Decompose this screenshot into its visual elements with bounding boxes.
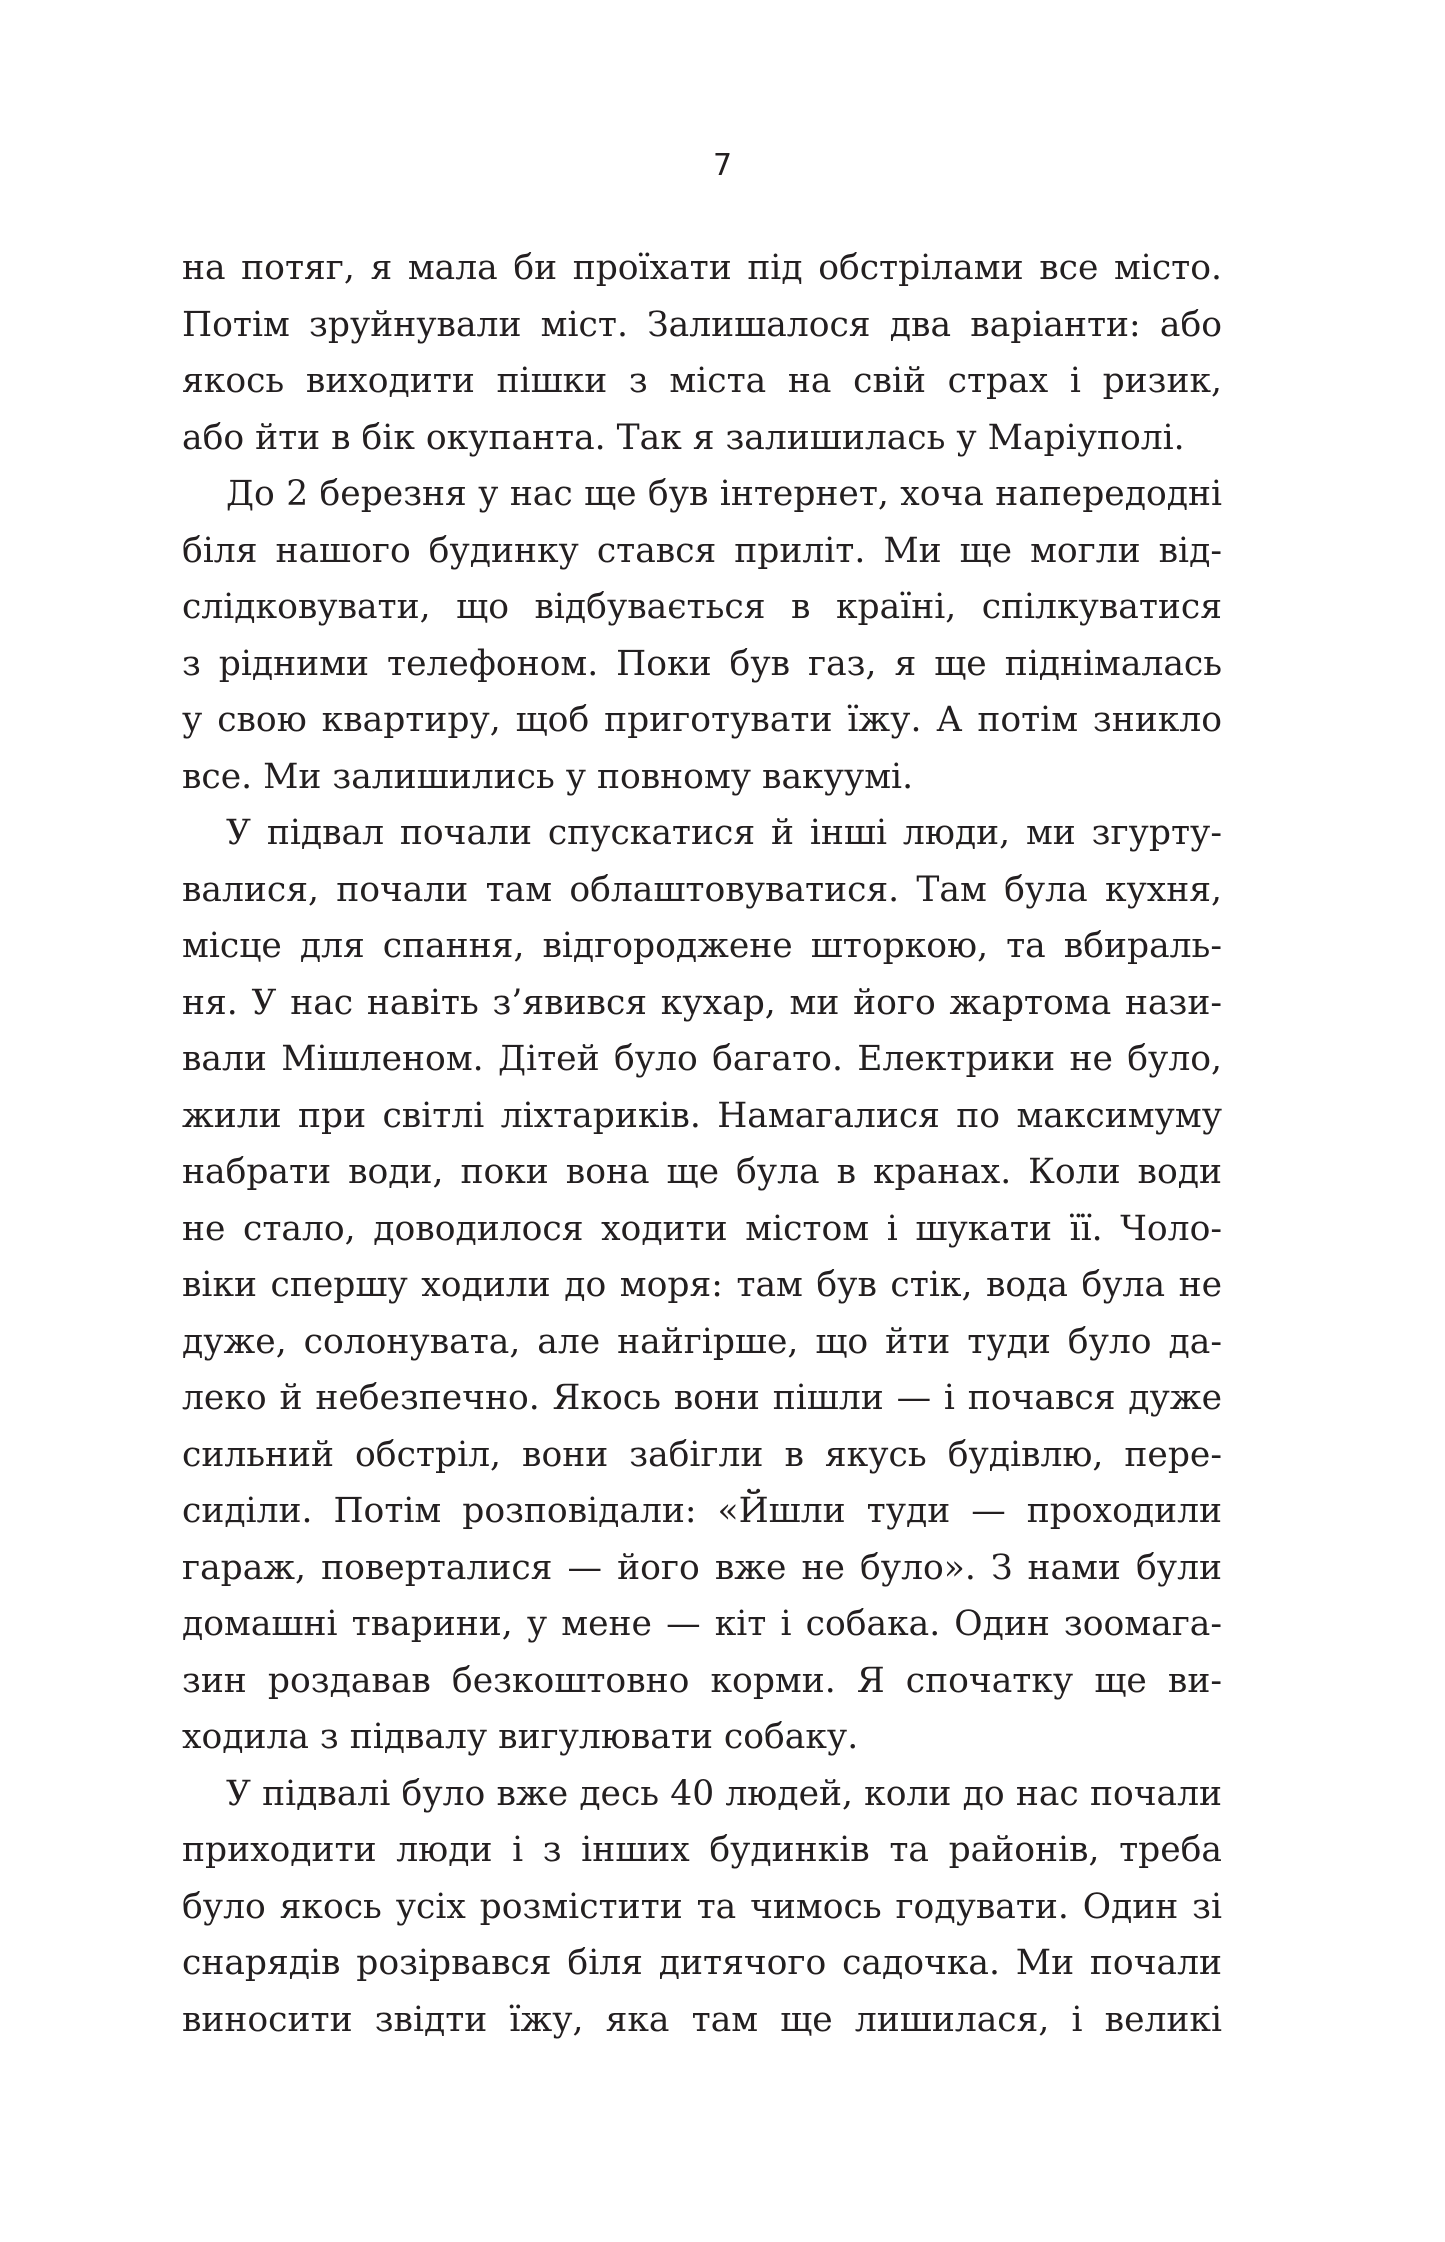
paragraph xyxy=(182,466,1222,805)
text-line: До 2 березня у нас ще був інтернет, хоча напередодні xyxy=(226,474,1222,514)
text-line: віки спершу ходили до моря: там був стік, вода була не xyxy=(182,1265,1222,1305)
text-line: біля нашого будинку стався приліт. Ми ще могли від- xyxy=(182,530,1222,571)
paragraph xyxy=(182,1766,1222,2049)
text-line: Потім зруйнували міст. Залишалося два варіанти: або xyxy=(182,304,1222,345)
text-line: з рідними телефоном. Поки був газ, я ще піднімалась xyxy=(182,643,1222,684)
text-line: леко й небезпечно. Якось вони пішли — і почався дуже xyxy=(182,1378,1222,1418)
text-line: зин роздавав безкоштовно корми. Я спочатку ще ви- xyxy=(182,1660,1222,1701)
body-text xyxy=(182,240,1222,2048)
text-line: дуже, солонувата, але найгірше, що йти туди було да- xyxy=(182,1321,1222,1362)
page-number: 7 xyxy=(712,148,733,183)
text-line: було якось усіх розмістити та чимось годувати. Один зі xyxy=(182,1886,1222,1927)
text-line: валися, почали там облаштовуватися. Там була кухня, xyxy=(182,869,1222,910)
text-line: якось виходити пішки з міста на свій страх і ризик, xyxy=(182,361,1222,401)
text-line: не стало, доводилося ходити містом і шукати її. Чоло- xyxy=(182,1208,1222,1249)
text-line: домашні тварини, у мене — кіт і собака. Один зоомага- xyxy=(182,1604,1222,1644)
text-line: гараж, поверталися — його вже не було». З нами були xyxy=(182,1547,1222,1588)
text-line: жили при світлі ліхтариків. Намагалися по максимуму xyxy=(182,1095,1222,1136)
text-line: сильний обстріл, вони забігли в якусь будівлю, пере- xyxy=(182,1434,1222,1475)
text-line: місце для спання, відгороджене шторкою, та вбираль- xyxy=(182,926,1222,966)
text-line: снарядів розірвався біля дитячого садочка. Ми почали xyxy=(182,1943,1222,1983)
text-line: слідковувати, що відбувається в країні, спілкуватися xyxy=(182,587,1222,627)
text-line: набрати води, поки вона ще була в кранах. Коли води xyxy=(182,1152,1222,1192)
text-line: ня. У нас навіть з’явився кухар, ми його жартома нази- xyxy=(182,982,1222,1023)
text-line: вали Мішленом. Дітей було багато. Електрики не було, xyxy=(182,1039,1222,1079)
text-line: У підвалі було вже десь 40 людей, коли до нас почали xyxy=(226,1773,1222,1814)
text-line: ходила з підвалу вигулювати собаку. xyxy=(182,1717,859,1757)
text-line: у свою квартиру, щоб приготувати їжу. А потім зникло xyxy=(182,700,1222,740)
text-line: виносити звідти їжу, яка там ще лишилася, і великі xyxy=(182,1999,1222,2040)
text-line: на потяг, я мала би проїхати під обстрілами все місто. xyxy=(182,248,1222,288)
text-line: сиділи. Потім розповідали: «Йшли туди — проходили xyxy=(182,1491,1222,1531)
text-line: приходити люди і з інших будинків та районів, треба xyxy=(182,1830,1222,1870)
paragraph xyxy=(182,240,1222,466)
text-line: все. Ми залишились у повному вакуумі. xyxy=(182,756,914,797)
text-line: У підвал почали спускатися й інші люди, ми згурту- xyxy=(226,813,1222,853)
paragraph xyxy=(182,805,1222,1766)
text-line: або йти в бік окупанта. Так я залишилась у Маріуполі. xyxy=(182,417,1185,458)
